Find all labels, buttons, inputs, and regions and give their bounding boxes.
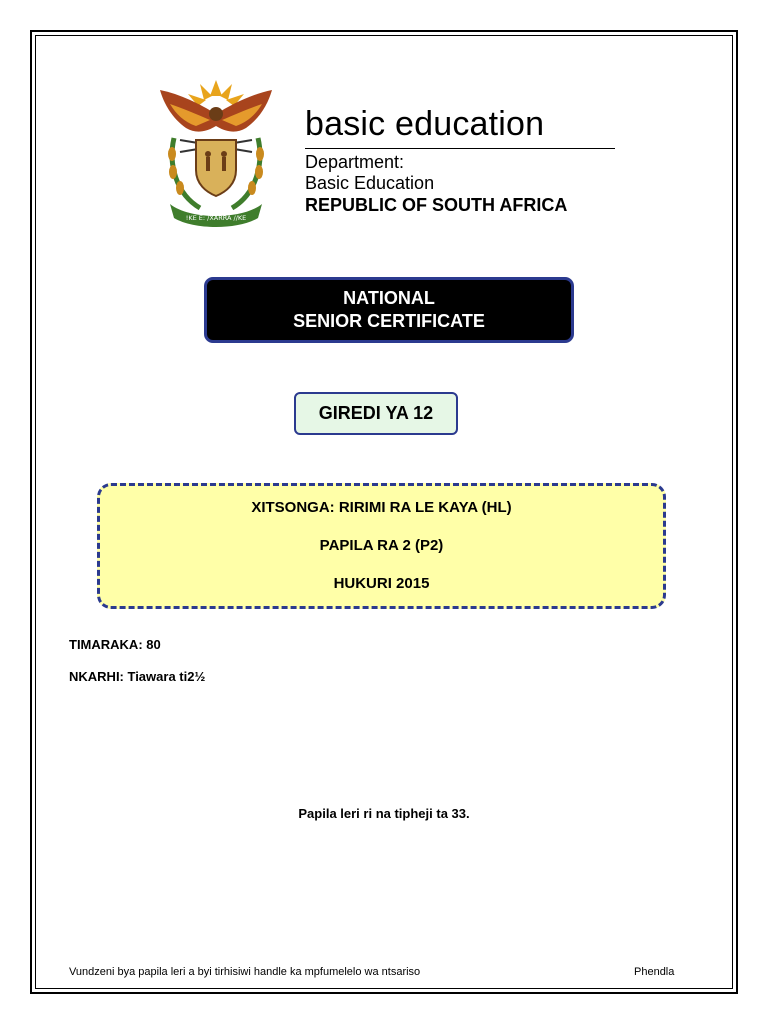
exam-session: HUKURI 2015 — [333, 575, 430, 592]
turn-over-label: Phendla — [634, 966, 675, 978]
certificate-banner — [204, 277, 574, 343]
page-count-note: Papila leri ri na tipheji ta 33. — [298, 806, 470, 821]
coat-of-arms-motto — [186, 214, 247, 222]
subject-title: XITSONGA: RIRIMI RA LE KAYA (HL) — [251, 499, 512, 516]
coat-of-arms-icon — [150, 74, 282, 228]
brand-title: basic education — [305, 104, 615, 149]
svg-text:!KE E: /XARRA //KE: !KE E: /XARRA //KE — [185, 214, 247, 222]
country-name: REPUBLIC OF SOUTH AFRICA — [305, 195, 568, 215]
total-marks: TIMARAKA: 80 — [69, 637, 161, 652]
subject-box — [97, 483, 666, 609]
copyright-notice: Vundzeni bya papila leri a byi tirhisiwi handle ka mpfumelelo wa ntsariso — [69, 966, 421, 978]
department-name: Basic Education — [305, 173, 435, 193]
department-label: Department: — [305, 152, 405, 172]
certificate-line-2: SENIOR CERTIFICATE — [293, 311, 485, 331]
department-header — [305, 104, 615, 216]
certificate-line-1: NATIONAL — [343, 288, 435, 308]
paper-number: PAPILA RA 2 (P2) — [319, 537, 444, 554]
grade-box: GIREDI YA 12 — [294, 392, 458, 435]
exam-duration: NKARHI: Tiawara ti2½ — [69, 669, 206, 684]
